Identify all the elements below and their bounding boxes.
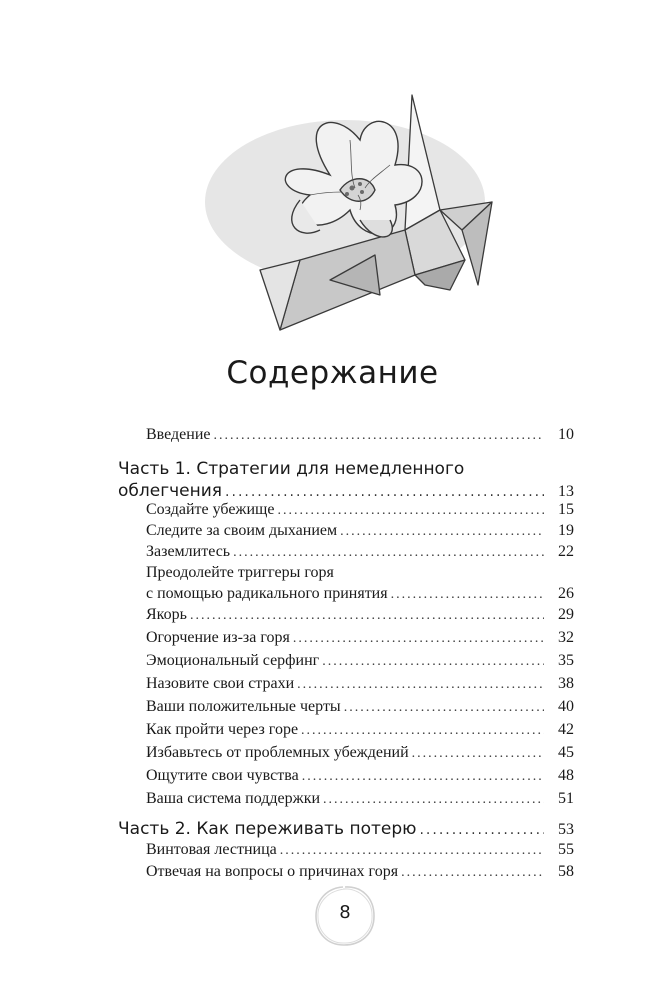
toc-entry bbox=[146, 500, 574, 521]
dot-leader bbox=[301, 721, 544, 741]
toc-entry bbox=[146, 542, 574, 563]
toc-entry-title: Заземлитесь bbox=[146, 543, 231, 560]
toc-entry-page: 45 bbox=[558, 744, 574, 761]
toc-entry bbox=[146, 674, 574, 695]
toc-entry-page: 29 bbox=[558, 606, 574, 623]
toc-entry-title: Введение bbox=[146, 426, 211, 443]
toc-entry-title: Как пройти через горе bbox=[146, 721, 299, 738]
toc-entry-page: 19 bbox=[558, 522, 574, 539]
origami-flower-illustration bbox=[200, 80, 500, 340]
toc-entry-title: Огорчение из-за горя bbox=[146, 629, 290, 646]
toc-entry-page: 13 bbox=[558, 483, 574, 500]
page-number-badge bbox=[313, 884, 377, 948]
dot-leader bbox=[340, 522, 544, 542]
toc-entry-title: Эмоциональный серфинг bbox=[146, 652, 320, 669]
toc-entry bbox=[146, 743, 574, 764]
toc-entry-page: 51 bbox=[558, 790, 574, 807]
toc-entry-title: Ощутите свои чувства bbox=[146, 767, 299, 784]
toc-entry-page: 40 bbox=[558, 698, 574, 715]
toc-entry-page: 42 bbox=[558, 721, 574, 738]
toc-entry bbox=[146, 862, 574, 883]
toc-entry bbox=[146, 651, 574, 672]
toc-entry-title: Ваша система поддержки bbox=[146, 790, 321, 807]
toc-part-title-line1: Часть 1. Стратегии для немедленного bbox=[118, 459, 465, 479]
dot-leader bbox=[323, 790, 544, 810]
page-number: 8 bbox=[339, 902, 351, 923]
toc-entry bbox=[146, 840, 574, 861]
dot-leader bbox=[190, 606, 544, 626]
toc-entry-page: 15 bbox=[558, 501, 574, 518]
dot-leader bbox=[391, 585, 544, 605]
dot-leader bbox=[214, 426, 545, 446]
dot-leader bbox=[322, 652, 544, 672]
toc-entry-title: Ваши положительные черты bbox=[146, 698, 341, 715]
toc-entry bbox=[146, 697, 574, 718]
toc-entry-page: 58 bbox=[558, 863, 574, 880]
toc-entry-title: Назовите свои страхи bbox=[146, 675, 295, 692]
toc-entry-title-line2: с помощью радикального принятия bbox=[146, 585, 388, 602]
dot-leader bbox=[297, 675, 544, 695]
toc-entry bbox=[146, 628, 574, 649]
dot-leader bbox=[344, 698, 544, 718]
toc-entry-title: Отвечая на вопросы о причинах горя bbox=[146, 863, 399, 880]
toc-entry-page: 48 bbox=[558, 767, 574, 784]
toc-entry-title: Винтовая лестница bbox=[146, 841, 277, 858]
toc-entry bbox=[146, 720, 574, 741]
dot-leader bbox=[412, 744, 544, 764]
toc-part-title-line2: облегчения bbox=[118, 481, 223, 501]
toc-entry bbox=[146, 789, 574, 810]
dot-leader bbox=[302, 767, 544, 787]
dot-leader bbox=[233, 543, 544, 563]
toc-entry-page: 10 bbox=[558, 426, 574, 443]
toc-part-entry bbox=[118, 818, 574, 841]
toc-entry-title: Создайте убежище bbox=[146, 501, 275, 518]
toc-entry bbox=[146, 584, 574, 605]
toc-entry-page: 38 bbox=[558, 675, 574, 692]
toc-entry bbox=[146, 521, 574, 542]
toc-entry-title: Якорь bbox=[146, 606, 187, 623]
dot-leader bbox=[401, 863, 544, 883]
dot-leader bbox=[280, 841, 544, 861]
toc-entry-page: 35 bbox=[558, 652, 574, 669]
toc-entry-page: 53 bbox=[558, 821, 574, 838]
toc-entry-page: 26 bbox=[558, 585, 574, 602]
toc-entry-page: 32 bbox=[558, 629, 574, 646]
toc-entry bbox=[146, 605, 574, 626]
toc-entry-title-line1: Преодолейте триггеры горя bbox=[146, 564, 334, 581]
dot-leader bbox=[277, 501, 544, 521]
toc-entry-title: Избавьтесь от проблемных убеждений bbox=[146, 744, 409, 761]
toc-entry-page: 22 bbox=[558, 543, 574, 560]
dot-leader bbox=[293, 629, 544, 649]
toc-entry bbox=[146, 766, 574, 787]
toc-entry-page: 55 bbox=[558, 841, 574, 858]
dot-leader bbox=[419, 819, 544, 841]
toc-part-title: Часть 2. Как переживать потерю bbox=[118, 819, 417, 839]
toc-entry-title: Следите за своим дыханием bbox=[146, 522, 338, 539]
page-title: Содержание bbox=[226, 355, 439, 391]
toc-entry bbox=[146, 425, 574, 446]
